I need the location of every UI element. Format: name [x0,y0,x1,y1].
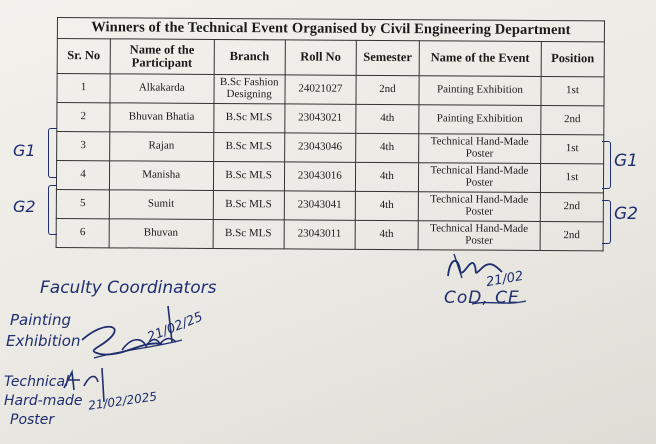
cell-roll-no: 23043021 [284,104,355,133]
group2-left-label: G2 [13,197,36,216]
column-header-sr-no: Sr. No [57,39,110,74]
cell-position: 1st [541,76,604,105]
cell-branch: B.Sc Fashion Designing [214,74,285,103]
technical-date: 21/02/2025 [87,389,158,413]
cell-sr-no: 6 [56,218,109,247]
cell-participant: Bhuvan [109,219,213,249]
technical-label-line1: Technical [4,374,69,390]
cell-roll-no: 23043046 [284,133,355,162]
cell-branch: B.Sc MLS [213,190,284,219]
painting-label-line1: Painting [10,311,71,329]
cell-event: Technical Hand-Made Poster [418,192,540,222]
cell-sr-no: 5 [56,189,109,218]
cell-position: 2nd [540,221,603,250]
group2-right-label: G2 [614,204,638,224]
cell-sr-no: 3 [57,132,110,161]
column-header-roll-no: Roll No [285,40,356,75]
faculty-coordinators-label: Faculty Coordinators [40,278,217,298]
cell-participant: Rajan [109,132,213,162]
column-header-semester: Semester [356,40,419,75]
table-row [56,161,603,193]
cell-position: 1st [540,134,603,163]
cell-semester: 4th [355,191,418,220]
cell-participant: Bhuvan Bhatia [110,103,214,133]
table-row [56,218,603,250]
table-row [56,189,603,221]
cell-participant: Sumit [109,190,213,220]
cell-event: Technical Hand-Made Poster [418,221,540,251]
cell-participant: Manisha [109,161,213,191]
group2-right-bracket [602,200,611,244]
cell-position: 2nd [540,192,603,221]
technical-label-line2: Hard-made [4,393,83,409]
cell-semester: 2nd [356,75,419,104]
group2-left-bracket [48,185,57,235]
cod-underline [470,296,530,310]
column-header-branch: Branch [214,39,285,74]
cell-roll-no: 23043011 [284,220,355,249]
column-header-position: Position [541,41,604,76]
cell-roll-no: 23043041 [284,191,355,220]
table-title: Winners of the Technical Event Organised by Civil Engineering Department [57,18,604,42]
cod-label: CoD, CE [444,288,520,308]
group1-right-bracket [602,141,611,189]
cell-roll-no: 24021027 [285,75,356,104]
table-row [57,103,604,135]
cod-date: 21/02 [484,268,525,291]
group1-right-label: G1 [614,151,638,171]
cell-branch: B.Sc MLS [213,132,284,161]
cell-branch: B.Sc MLS [213,219,284,248]
painting-date: 21/02/25 [145,309,206,346]
column-header-participant: Name of the Participant [110,39,214,75]
group1-left-label: G1 [13,141,36,160]
cell-participant: Alkakarda [110,74,214,104]
winners-table-container [56,17,605,247]
cell-semester: 4th [356,104,419,133]
cell-event: Technical Hand-Made Poster [418,163,540,193]
cell-sr-no: 2 [57,103,110,132]
painting-label-line2: Exhibition [6,332,81,350]
table-row [57,132,604,164]
table-row [57,74,604,106]
cell-event: Technical Hand-Made Poster [418,134,540,164]
group1-left-bracket [48,128,57,178]
cell-branch: B.Sc MLS [213,103,284,132]
cell-semester: 4th [355,220,418,249]
cell-branch: B.Sc MLS [213,161,284,190]
painting-coordinator-signature [72,300,212,370]
cell-semester: 4th [355,162,418,191]
cell-event: Painting Exhibition [419,76,541,106]
cell-roll-no: 23043016 [284,162,355,191]
cell-semester: 4th [355,133,418,162]
cell-event: Painting Exhibition [419,105,541,135]
cell-sr-no: 4 [56,161,109,190]
cell-position: 1st [540,163,603,192]
cell-sr-no: 1 [57,74,110,103]
winners-table [56,17,605,251]
column-header-event: Name of the Event [419,41,541,77]
cell-position: 2nd [541,105,604,134]
technical-label-line3: Poster [10,412,55,428]
